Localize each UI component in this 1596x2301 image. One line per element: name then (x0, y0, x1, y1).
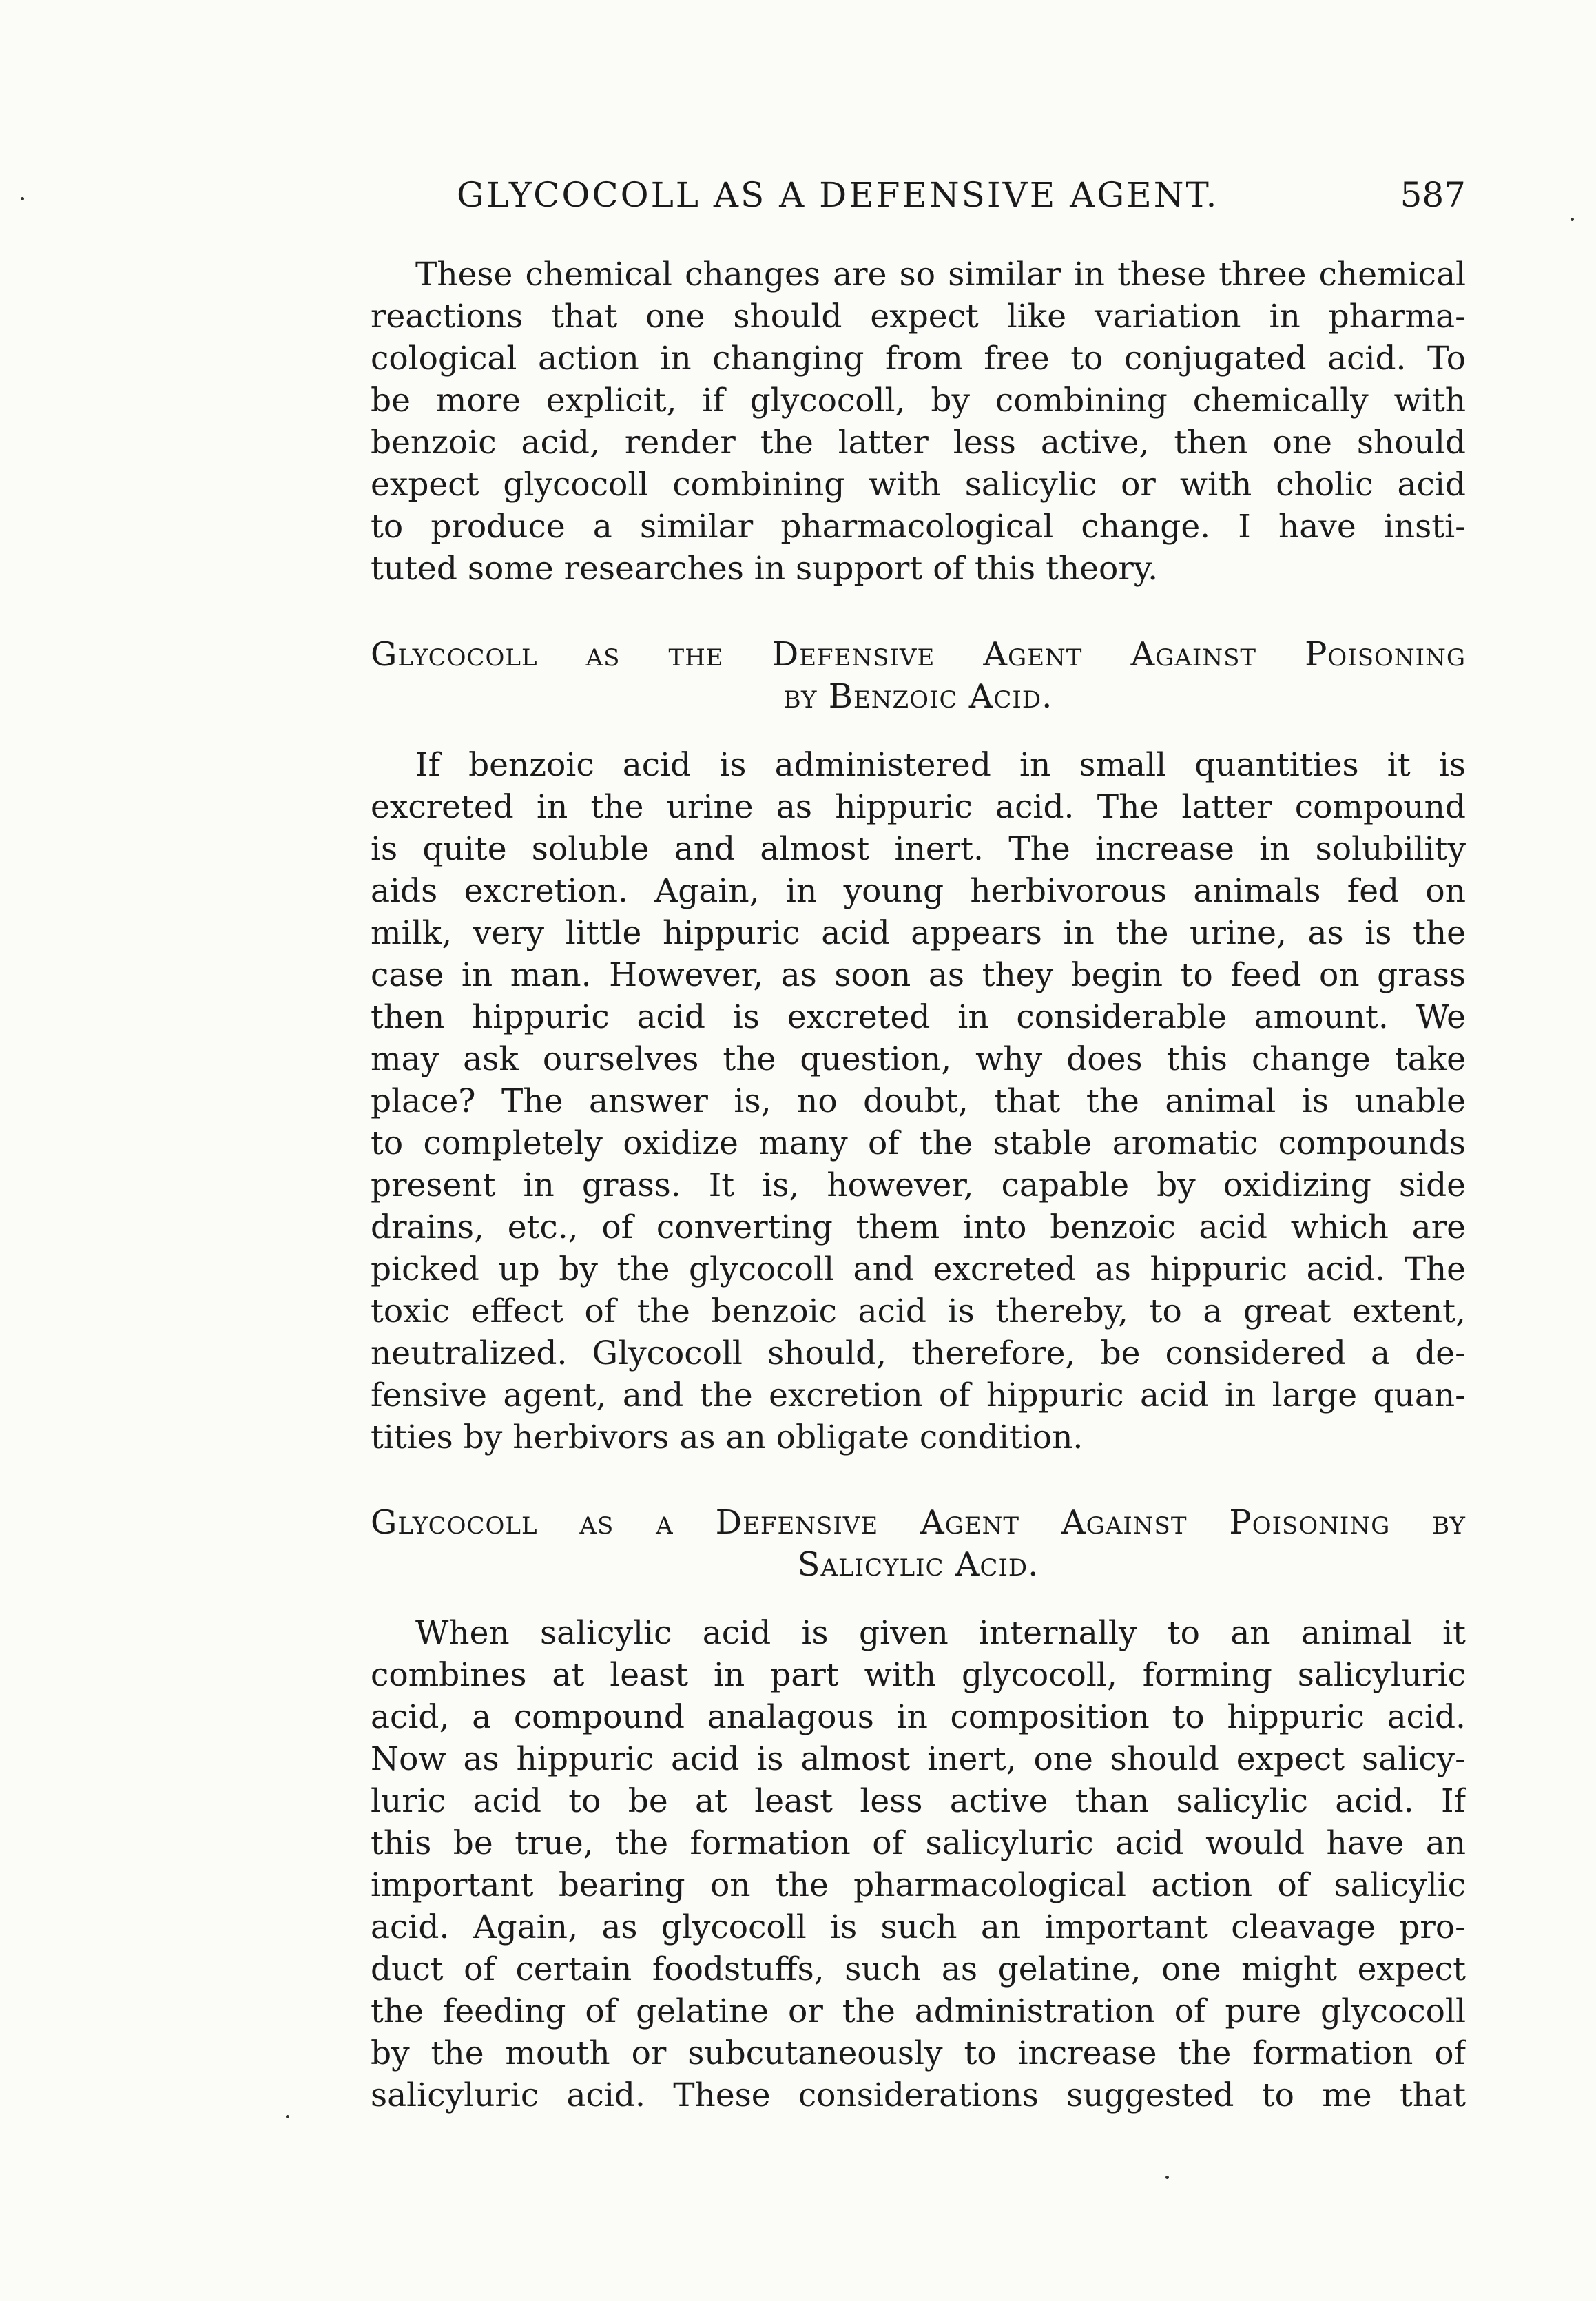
text-line: toxic effect of the benzoic acid is thereby, to a great extent, (371, 1292, 1466, 1330)
text-line: benzoic acid, render the latter less active, then one should (371, 424, 1466, 462)
text-line: neutralized. Glycocoll should, therefore, be considered a de- (371, 1334, 1466, 1372)
text-line: luric acid to be at least less active than salicylic acid. If (371, 1782, 1466, 1820)
text-line: is quite soluble and almost inert. The increase in solubility (371, 830, 1466, 868)
text-line: this be true, the formation of salicyluric acid would have an (371, 1824, 1466, 1862)
text-line: then hippuric acid is excreted in considerable amount. We (371, 998, 1466, 1036)
section-heading-salicylic (371, 1502, 1466, 1586)
text-line: drains, etc., of converting them into benzoic acid which are (371, 1208, 1466, 1246)
text-line: milk, very little hippuric acid appears in the urine, as is the (371, 914, 1466, 952)
text-line: to completely oxidize many of the stable aromatic compounds (371, 1124, 1466, 1162)
scan-speck (1571, 218, 1574, 221)
text-line: acid. Again, as glycocoll is such an important cleavage pro- (371, 1908, 1466, 1946)
salicylic-paragraph (371, 1612, 1466, 2116)
text-line: When salicylic acid is given internally to an animal it (415, 1614, 1466, 1652)
text-line: the feeding of gelatine or the administration of pure glycocoll (371, 1992, 1466, 2030)
text-line: may ask ourselves the question, why does this change take (371, 1040, 1466, 1078)
heading-line: by Benzoic Acid. (783, 677, 1053, 716)
text-line: If benzoic acid is administered in small quantities it is (415, 746, 1466, 784)
text-line: Now as hippuric acid is almost inert, one should expect salicy- (371, 1740, 1466, 1778)
text-line: fensive agent, and the excretion of hippuric acid in large quan- (371, 1376, 1466, 1414)
text-line: case in man. However, as soon as they begin to feed on grass (371, 956, 1466, 994)
heading-line: Glycocoll as the Defensive Agent Against Poisoning (371, 635, 1466, 674)
text-line: acid, a compound analagous in composition to hippuric acid. (371, 1698, 1466, 1736)
text-line: excreted in the urine as hippuric acid. The latter compound (371, 788, 1466, 826)
text-line: cological action in changing from free to conjugated acid. To (371, 340, 1466, 378)
text-line: These chemical changes are so similar in these three chemical (415, 256, 1466, 293)
running-head (371, 175, 1466, 223)
scan-speck (1165, 2176, 1169, 2179)
benzoic-paragraph (371, 744, 1466, 1458)
scan-speck (286, 2115, 289, 2118)
text-line: salicyluric acid. These considerations suggested to me that (371, 2076, 1466, 2114)
text-line: place? The answer is, no doubt, that the animal is unable (371, 1082, 1466, 1120)
text-line: be more explicit, if glycocoll, by combining chemically with (371, 382, 1466, 420)
text-line: aids excretion. Again, in young herbivorous animals fed on (371, 872, 1466, 910)
text-line: by the mouth or subcutaneously to increase the formation of (371, 2034, 1466, 2072)
page-number: 587 (1400, 175, 1466, 215)
text-line: important bearing on the pharmacological action of salicylic (371, 1866, 1466, 1904)
text-line: reactions that one should expect like variation in pharma- (371, 298, 1466, 336)
text-line: combines at least in part with glycocoll, forming salicyluric (371, 1656, 1466, 1694)
section-heading-benzoic (371, 634, 1466, 718)
text-line: tities by herbivors as an obligate condition. (371, 1418, 1084, 1456)
text-line: tuted some researches in support of this theory. (371, 550, 1159, 588)
text-line: present in grass. It is, however, capable by oxidizing side (371, 1166, 1466, 1204)
scan-speck (21, 197, 24, 200)
book-page (371, 0, 1466, 2301)
intro-paragraph (371, 254, 1466, 590)
heading-line: Salicylic Acid. (797, 1545, 1039, 1584)
text-line: expect glycocoll combining with salicylic or with cholic acid (371, 466, 1466, 504)
text-line: duct of certain foodstuffs, such as gelatine, one might expect (371, 1950, 1466, 1988)
running-title: GLYCOCOLL AS A DEFENSIVE AGENT. (457, 175, 1219, 215)
heading-line: Glycocoll as a Defensive Agent Against Poisoning by (371, 1503, 1466, 1542)
text-line: picked up by the glycocoll and excreted as hippuric acid. The (371, 1250, 1466, 1288)
text-line: to produce a similar pharmacological change. I have insti- (371, 508, 1466, 546)
